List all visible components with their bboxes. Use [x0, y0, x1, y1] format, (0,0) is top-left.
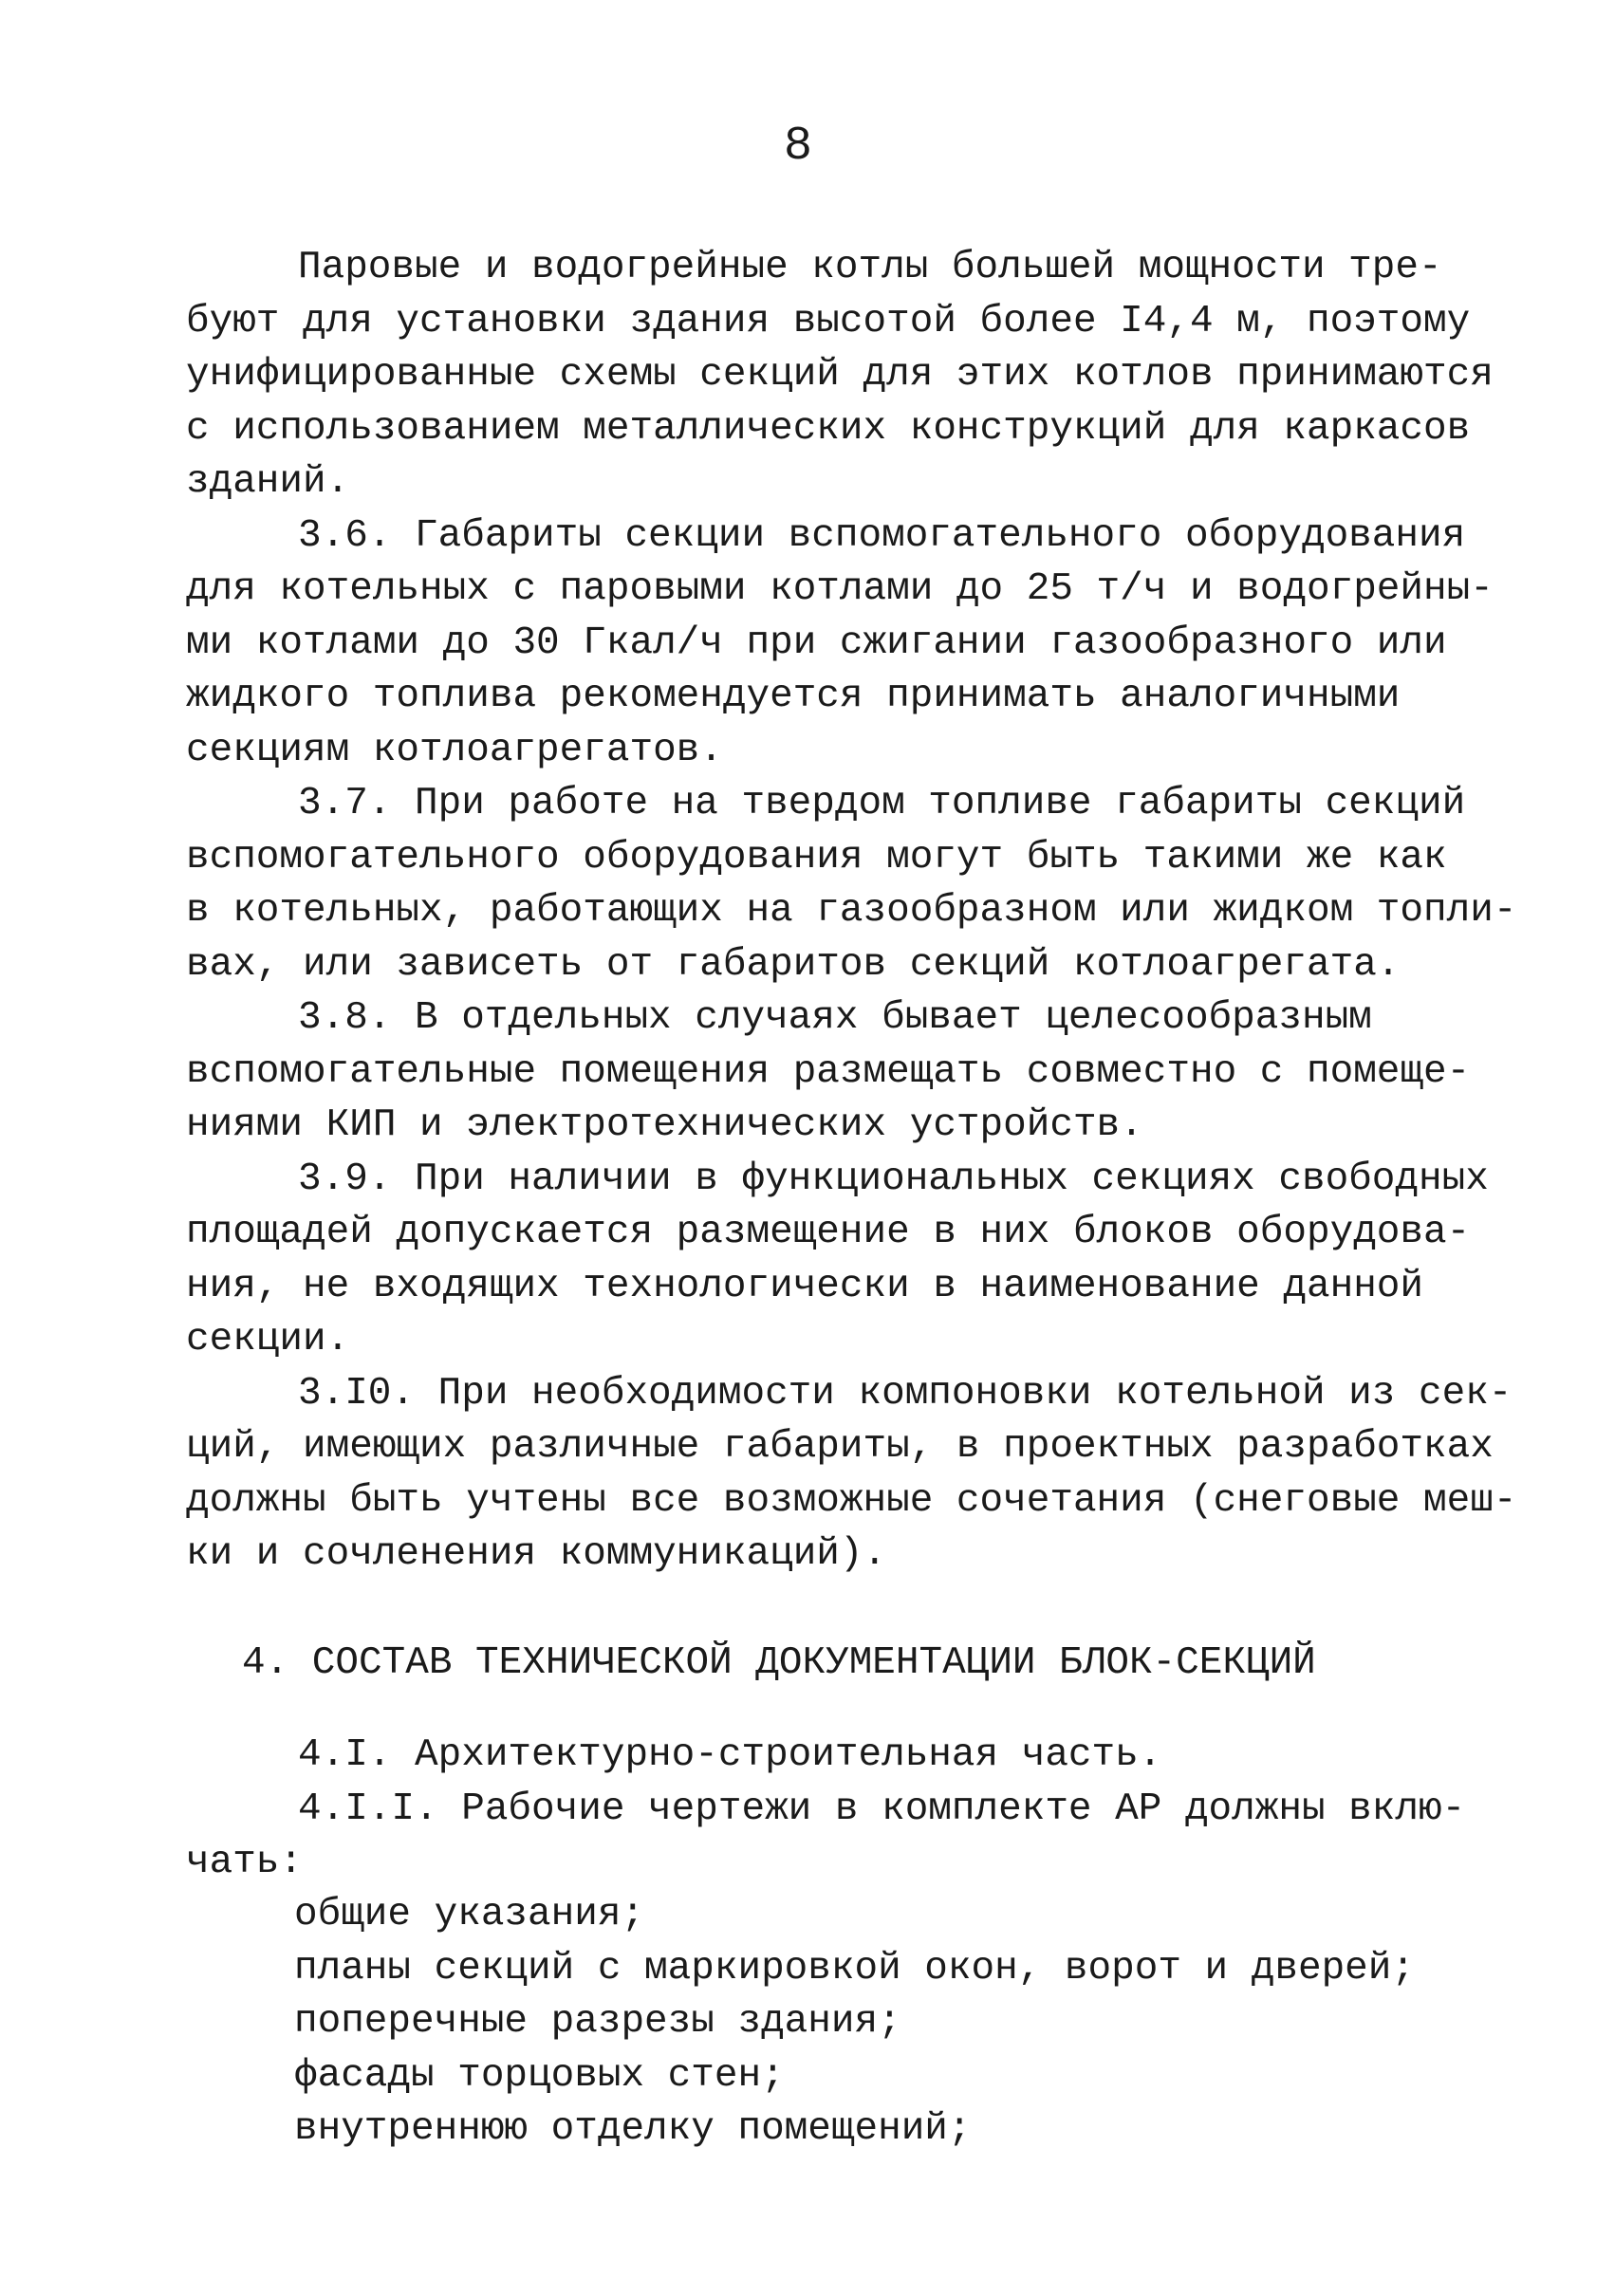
text-line: буют для установки здания высотой более I4,4 м, поэтому: [186, 299, 1471, 343]
text-line: ми котлами до 30 Гкал/ч при сжигании газообразного или: [186, 620, 1447, 665]
clause-3-9: 3.9. При наличии в функциональных секциях свободных: [298, 1157, 1489, 1201]
text-line: секциям котлоагрегатов.: [186, 728, 723, 772]
text-line: жидкого топлива рекомендуется принимать аналогичными: [186, 675, 1401, 718]
text-line: площадей допускается размещение в них блоков оборудова-: [186, 1211, 1471, 1254]
text-line: в котельных, работающих на газообразном или жидком топли-: [186, 889, 1517, 933]
clause-3-8: 3.8. В отдельных случаях бывает целесообразным: [298, 996, 1372, 1040]
list-item: общие указания;: [294, 1893, 645, 1936]
text-line: чать:: [186, 1841, 304, 1884]
list-item: внутреннюю отделку помещений;: [294, 2107, 972, 2151]
section-4-heading: 4. СОСТАВ ТЕХНИЧЕСКОЙ ДОКУМЕНТАЦИИ БЛОК-СЕКЦИЙ: [242, 1641, 1316, 1685]
clause-3-10: 3.I0. При необходимости компоновки котельной из сек-: [298, 1371, 1513, 1416]
text-line: с использованием металлических конструкций для каркасов: [186, 406, 1471, 451]
text-line: Паровые и водогрейные котлы большей мощности тре-: [298, 246, 1442, 289]
list-item: планы секций с маркировкой окон, ворот и дверей;: [294, 1946, 1415, 1990]
text-line: ния, не входящих технологически в наименование данной: [186, 1264, 1424, 1308]
clause-3-6: 3.6. Габариты секции вспомогательного оборудования: [298, 513, 1466, 558]
list-item: поперечные разрезы здания;: [294, 2000, 901, 2044]
text-line: секции.: [186, 1318, 350, 1361]
text-line: зданий.: [186, 460, 350, 504]
ar-contents-list: [294, 1888, 1415, 2157]
list-item: фасады торцовых стен;: [294, 2053, 785, 2098]
text-line: ки и сочленения коммуникаций).: [186, 1532, 887, 1576]
clause-4-1-1: 4.I.I. Рабочие чертежи в комплекте АР должны вклю-: [298, 1787, 1466, 1831]
text-line: вах, или зависеть от габаритов секций котлоагрегата.: [186, 942, 1401, 987]
main-text: [186, 241, 1517, 1582]
clause-4-1: 4.I. Архитектурно-строительная часть.: [298, 1733, 1162, 1777]
text-line: вспомогательного оборудования могут быть такими же как: [186, 835, 1447, 880]
section-4-body: [186, 1729, 1476, 1890]
text-line: ниями КИП и электротехнических устройств.: [186, 1103, 1143, 1147]
text-line: вспомогательные помещения размещать совместно с помеще-: [186, 1049, 1471, 1094]
clause-3-7: 3.7. При работе на твердом топливе габариты секций: [298, 782, 1466, 825]
text-line: должны быть учтены все возможные сочетания (снеговые меш-: [186, 1478, 1517, 1523]
text-line: для котельных с паровыми котлами до 25 т/ч и водогрейны-: [186, 567, 1494, 611]
page-number: 8: [784, 120, 813, 174]
text-line: унифицированные схемы секций для этих котлов принимаются: [186, 353, 1494, 397]
text-line: ций, имеющих различные габариты, в проектных разработках: [186, 1425, 1494, 1469]
